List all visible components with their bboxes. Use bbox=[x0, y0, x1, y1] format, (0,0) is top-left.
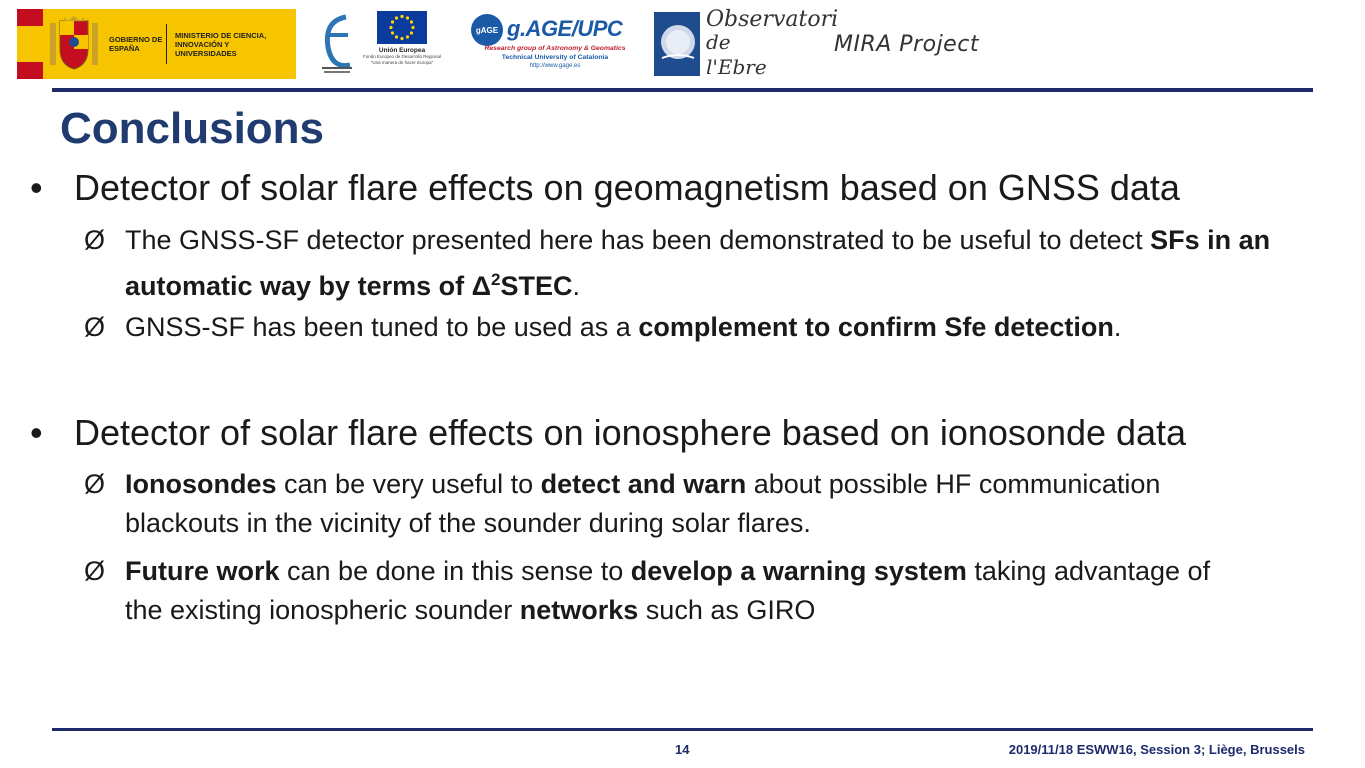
gage-badge-icon: gAGE bbox=[471, 14, 503, 46]
observatori-logo bbox=[706, 2, 839, 82]
eu-logo bbox=[362, 11, 442, 77]
subitem-text: Ionosondes can be very useful to detect and warn about possible HF communication blackouts in the vicinity of the sounder during solar flares. bbox=[125, 469, 1161, 538]
arrow-bullet-icon: Ø bbox=[84, 312, 106, 342]
page-number: 14 bbox=[675, 742, 690, 757]
arrow-bullet-icon: Ø bbox=[84, 225, 106, 255]
gobierno-logo bbox=[17, 9, 296, 79]
bullet-text: Detector of solar flare effects on geomagnetism based on GNSS data bbox=[74, 167, 1180, 208]
logo-strip bbox=[0, 0, 1365, 92]
project-label: MIRA Project bbox=[834, 32, 979, 57]
observatori-line1: Observatori bbox=[706, 7, 839, 32]
agencia-logo bbox=[316, 11, 358, 77]
arrow-bullet-icon: Ø bbox=[84, 469, 106, 499]
slide-title: Conclusions bbox=[60, 104, 325, 153]
subitem-text: GNSS-SF has been tuned to be used as a complement to confirm Sfe detection. bbox=[125, 312, 1122, 342]
observatori-emblem-icon bbox=[654, 12, 700, 76]
bullet-dot: • bbox=[30, 167, 43, 208]
bullet-ionosphere bbox=[30, 412, 1186, 454]
spain-flag-icon bbox=[17, 9, 43, 79]
observatori-line3: l'Ebre bbox=[706, 55, 767, 79]
gage-line2: Technical University of Catalonia bbox=[501, 54, 609, 61]
subitem-text: The GNSS-SF detector presented here has been demonstrated to be useful to detect SFs in an automatic way by terms of $\Delta^2STEC$. bbox=[125, 225, 1271, 301]
gage-line1: Research group of Astronomy & Geomatics bbox=[484, 45, 626, 52]
arrow-bullet-icon: Ø bbox=[84, 556, 106, 586]
eu-title: Unión Europea bbox=[378, 47, 426, 54]
observatori-line2: de bbox=[706, 30, 731, 54]
gage-logo bbox=[471, 12, 639, 74]
coat-of-arms-icon bbox=[43, 12, 105, 76]
footer-event: 2019/11/18 ESWW16, Session 3; Liège, Brussels bbox=[1008, 742, 1305, 757]
gage-line3: http://www.gage.es bbox=[529, 63, 581, 69]
bullet-dot: • bbox=[30, 412, 43, 453]
bottom-divider bbox=[52, 728, 1313, 731]
eu-motto: "Una manera de hacer Europa" bbox=[370, 59, 434, 65]
eu-subtitle: Fondo Europeo de Desarrollo Regional bbox=[362, 54, 442, 59]
eu-flag-icon bbox=[377, 11, 427, 44]
subitem-text: Future work can be done in this sense to develop a warning system taking advantage of the existing ionospheric sounder networks such as GIRO bbox=[125, 556, 1211, 625]
bullet-geomagnetism bbox=[30, 167, 1180, 209]
gage-title: g.AGE/UPC bbox=[507, 16, 623, 41]
top-divider bbox=[52, 88, 1313, 92]
gobierno-label: GOBIERNO DE ESPAÑA bbox=[105, 24, 167, 64]
ministerio-label: MINISTERIO DE CIENCIA, INNOVACIÓN Y UNIVERSIDADES bbox=[175, 30, 267, 58]
bullet-text: Detector of solar flare effects on ionosphere based on ionosonde data bbox=[74, 412, 1187, 453]
